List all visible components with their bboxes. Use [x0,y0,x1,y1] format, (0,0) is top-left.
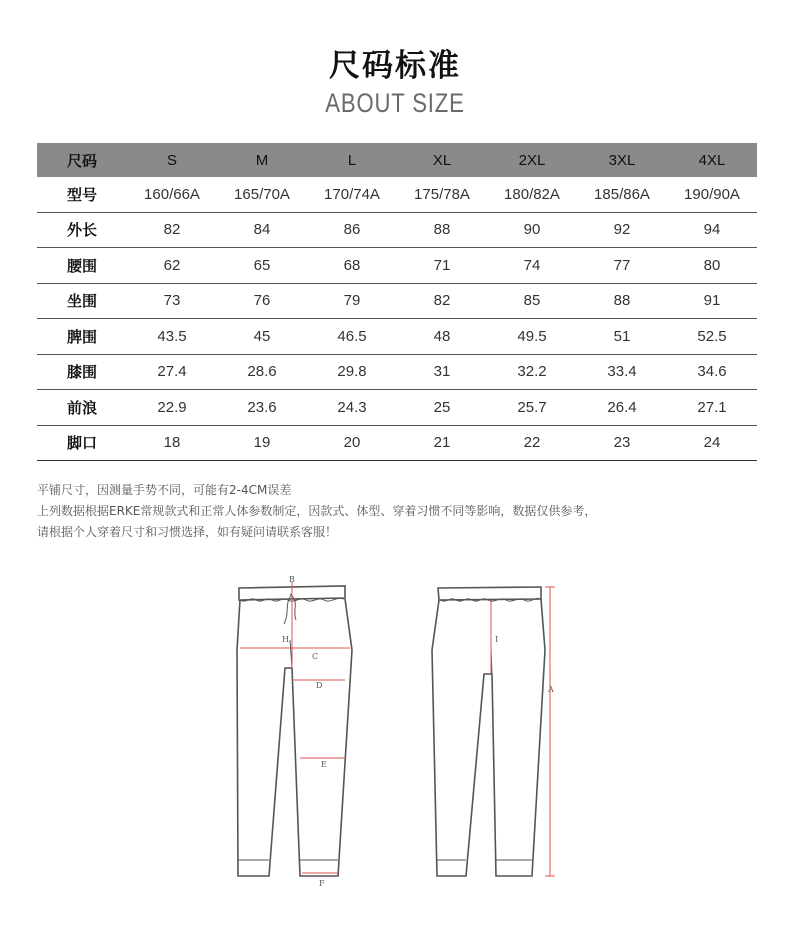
table-cell: 62 [127,248,217,284]
table-cell: 76 [217,283,307,319]
table-cell: 85 [487,283,577,319]
table-cell: 28.6 [217,354,307,390]
table-row [37,425,757,461]
row-label: 前浪 [37,390,127,426]
table-cell: 82 [127,212,217,248]
table-cell: 160/66A [127,177,217,212]
table-cell: 84 [217,212,307,248]
table-cell: 22 [487,425,577,461]
table-cell: 32.2 [487,354,577,390]
table-cell: 91 [667,283,757,319]
table-cell: 185/86A [577,177,667,212]
size-table [37,143,757,461]
marker-h: H [282,635,289,644]
table-cell: 27.1 [667,390,757,426]
marker-i: I [495,635,499,644]
page-title: 尺码标准 [329,48,461,84]
marker-d: D [316,681,323,690]
row-label: 膝围 [37,354,127,390]
table-cell: 33.4 [577,354,667,390]
table-cell: 25.7 [487,390,577,426]
table-cell: 88 [397,212,487,248]
back-measure-lines [491,587,555,876]
row-label: 型号 [37,177,127,212]
table-row [37,248,757,284]
table-cell: 43.5 [127,319,217,355]
table-cell: 170/74A [307,177,397,212]
table-cell: 34.6 [667,354,757,390]
table-cell: 25 [397,390,487,426]
table-row [37,354,757,390]
column-header: 3XL [577,143,667,177]
table-cell: 86 [307,212,397,248]
table-cell: 68 [307,248,397,284]
row-label: 脚口 [37,425,127,461]
table-row [37,390,757,426]
column-header: 2XL [487,143,577,177]
pants-front-outline-icon [237,586,352,876]
table-cell: 23 [577,425,667,461]
table-cell: 51 [577,319,667,355]
size-table-header [37,143,757,177]
table-cell: 180/82A [487,177,577,212]
marker-c: C [312,652,319,661]
table-cell: 29.8 [307,354,397,390]
marker-f: F [319,879,325,888]
table-cell: 27.4 [127,354,217,390]
column-header: 4XL [667,143,757,177]
table-cell: 165/70A [217,177,307,212]
table-cell: 45 [217,319,307,355]
table-cell: 88 [577,283,667,319]
table-cell: 92 [577,212,667,248]
table-cell: 79 [307,283,397,319]
table-cell: 77 [577,248,667,284]
column-header: 尺码 [37,143,127,177]
marker-e: E [321,760,327,769]
table-cell: 24 [667,425,757,461]
table-cell: 190/90A [667,177,757,212]
column-header: XL [397,143,487,177]
table-row [37,319,757,355]
note-line: 请根据个人穿着尺寸和习惯选择，如有疑问请联系客服！ [37,525,338,539]
table-row [37,177,757,212]
row-label: 外长 [37,212,127,248]
table-cell: 19 [217,425,307,461]
page-subtitle: ABOUT SIZE [325,88,465,118]
table-cell: 48 [397,319,487,355]
pants-back-outline-icon [432,587,545,876]
table-cell: 18 [127,425,217,461]
note-line: 平铺尺寸，因测量手势不同，可能有2-4CM误差 [37,483,292,497]
table-cell: 74 [487,248,577,284]
table-cell: 94 [667,212,757,248]
table-row [37,283,757,319]
table-cell: 73 [127,283,217,319]
table-cell: 26.4 [577,390,667,426]
table-cell: 31 [397,354,487,390]
row-label: 脾围 [37,319,127,355]
table-cell: 23.6 [217,390,307,426]
table-cell: 49.5 [487,319,577,355]
note-line: 上列数据根据ERKE常规款式和正常人体参数制定，因款式、体型、穿着习惯不同等影响，数据仅供参考， [37,504,597,518]
column-header: M [217,143,307,177]
marker-a: A [548,685,554,694]
table-cell: 82 [397,283,487,319]
size-notes [37,480,757,543]
table-cell: 71 [397,248,487,284]
table-cell: 90 [487,212,577,248]
table-cell: 21 [397,425,487,461]
table-cell: 52.5 [667,319,757,355]
marker-b: B [289,575,295,584]
measurement-diagram [0,570,790,900]
table-cell: 24.3 [307,390,397,426]
table-cell: 175/78A [397,177,487,212]
table-cell: 46.5 [307,319,397,355]
table-cell: 65 [217,248,307,284]
table-cell: 22.9 [127,390,217,426]
row-label: 腰围 [37,248,127,284]
row-label: 坐围 [37,283,127,319]
table-cell: 20 [307,425,397,461]
table-row [37,212,757,248]
column-header: L [307,143,397,177]
column-header: S [127,143,217,177]
table-cell: 80 [667,248,757,284]
